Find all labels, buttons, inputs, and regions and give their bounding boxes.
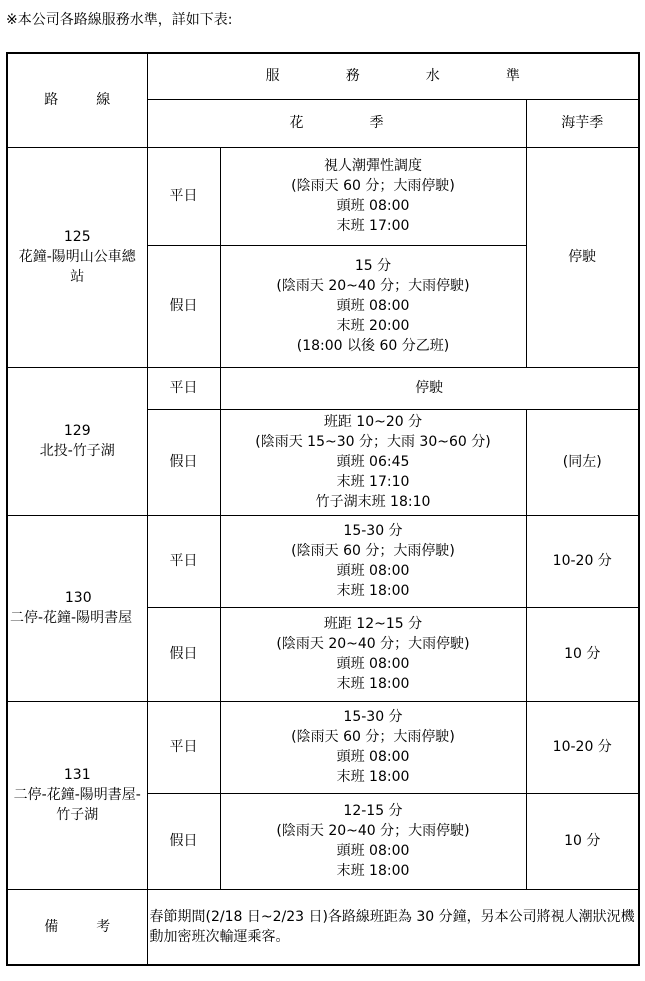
schedule-129-holiday xyxy=(220,409,526,515)
holiday-label: 假日 xyxy=(147,607,220,701)
holiday-label: 假日 xyxy=(147,245,220,367)
schedule-line: (陰雨天 60 分；大雨停駛) xyxy=(291,543,455,559)
schedule-129-weekday: 停駛 xyxy=(220,367,639,409)
schedule-line: 竹子湖末班 18:10 xyxy=(315,494,431,510)
schedule-line: 末班 20:00 xyxy=(336,318,410,334)
schedule-line: 頭班 08:00 xyxy=(336,198,410,214)
schedule-line: (陰雨天 60 分；大雨停駛) xyxy=(291,178,455,194)
schedule-line: 末班 18:00 xyxy=(336,676,410,692)
schedule-131-holiday xyxy=(220,793,526,889)
route-number: 130 xyxy=(64,590,92,606)
schedule-line: 末班 18:00 xyxy=(336,863,410,879)
schedule-130-holiday xyxy=(220,607,526,701)
header-flower-season: 花 季 xyxy=(147,99,526,147)
schedule-line: (陰雨天 15~30 分；大雨 30~60 分) xyxy=(255,434,491,450)
remarks-text: 春節期間(2/18 日~2/23 日)各路線班距為 30 分鐘，另本公司將視人潮狀況機動加密班次輸運乘客。 xyxy=(147,889,639,965)
schedule-line: 頭班 06:45 xyxy=(336,454,410,470)
route-cell-125 xyxy=(7,147,147,367)
sea-taro-129-holiday: (同左) xyxy=(526,409,639,515)
sea-taro-130-holiday: 10 分 xyxy=(526,607,639,701)
schedule-125-weekday xyxy=(220,147,526,245)
weekday-label: 平日 xyxy=(147,701,220,793)
schedule-line: (18:00 以後 60 分乙班) xyxy=(296,338,450,354)
schedule-130-weekday xyxy=(220,515,526,607)
schedule-line: 頭班 08:00 xyxy=(336,563,410,579)
schedule-131-weekday xyxy=(220,701,526,793)
route-cell-129 xyxy=(7,367,147,515)
header-route: 路 線 xyxy=(7,53,147,147)
sea-taro-125: 停駛 xyxy=(526,147,639,367)
remarks-label: 備 考 xyxy=(7,889,147,965)
route-name: 花鐘-陽明山公車總站 xyxy=(18,249,136,285)
route-cell-131 xyxy=(7,701,147,889)
route-name: 二停-花鐘-陽明書屋 xyxy=(10,610,133,626)
route-number: 131 xyxy=(63,767,91,783)
route-number: 129 xyxy=(63,423,91,439)
schedule-line: 15 分 xyxy=(354,258,392,274)
schedule-line: 12-15 分 xyxy=(343,803,403,819)
schedule-line: 15-30 分 xyxy=(343,523,403,539)
sea-taro-131-weekday: 10-20 分 xyxy=(526,701,639,793)
route-name: 北投-竹子湖 xyxy=(39,443,115,459)
schedule-line: 15-30 分 xyxy=(343,709,403,725)
schedule-125-holiday xyxy=(220,245,526,367)
schedule-line: 頭班 08:00 xyxy=(336,298,410,314)
holiday-label: 假日 xyxy=(147,793,220,889)
intro-text: ※本公司各路線服務水準，詳如下表: xyxy=(6,12,233,28)
schedule-line: 末班 18:00 xyxy=(336,769,410,785)
schedule-line: 頭班 08:00 xyxy=(336,843,410,859)
weekday-label: 平日 xyxy=(147,367,220,409)
sea-taro-130-weekday: 10-20 分 xyxy=(526,515,639,607)
schedule-line: 頭班 08:00 xyxy=(336,749,410,765)
service-level-table xyxy=(6,52,640,966)
sea-taro-131-holiday: 10 分 xyxy=(526,793,639,889)
schedule-line: 頭班 08:00 xyxy=(336,656,410,672)
route-name: 二停-花鐘-陽明書屋-竹子湖 xyxy=(13,787,141,823)
schedule-line: 末班 17:10 xyxy=(336,474,410,490)
schedule-line: (陰雨天 20~40 分；大雨停駛) xyxy=(276,636,470,652)
schedule-line: (陰雨天 20~40 分；大雨停駛) xyxy=(276,278,470,294)
schedule-line: 班距 12~15 分 xyxy=(323,616,423,632)
schedule-line: 視人潮彈性調度 xyxy=(324,158,422,174)
schedule-line: 末班 18:00 xyxy=(336,583,410,599)
route-number: 125 xyxy=(63,229,91,245)
route-cell-130 xyxy=(7,515,147,701)
schedule-line: (陰雨天 60 分；大雨停駛) xyxy=(291,729,455,745)
weekday-label: 平日 xyxy=(147,147,220,245)
schedule-line: (陰雨天 20~40 分；大雨停駛) xyxy=(276,823,470,839)
holiday-label: 假日 xyxy=(147,409,220,515)
header-sea-taro-season: 海芋季 xyxy=(526,99,639,147)
schedule-line: 末班 17:00 xyxy=(336,218,410,234)
schedule-line: 班距 10~20 分 xyxy=(323,414,423,430)
header-service-level: 服 務 水 準 xyxy=(147,53,639,99)
weekday-label: 平日 xyxy=(147,515,220,607)
